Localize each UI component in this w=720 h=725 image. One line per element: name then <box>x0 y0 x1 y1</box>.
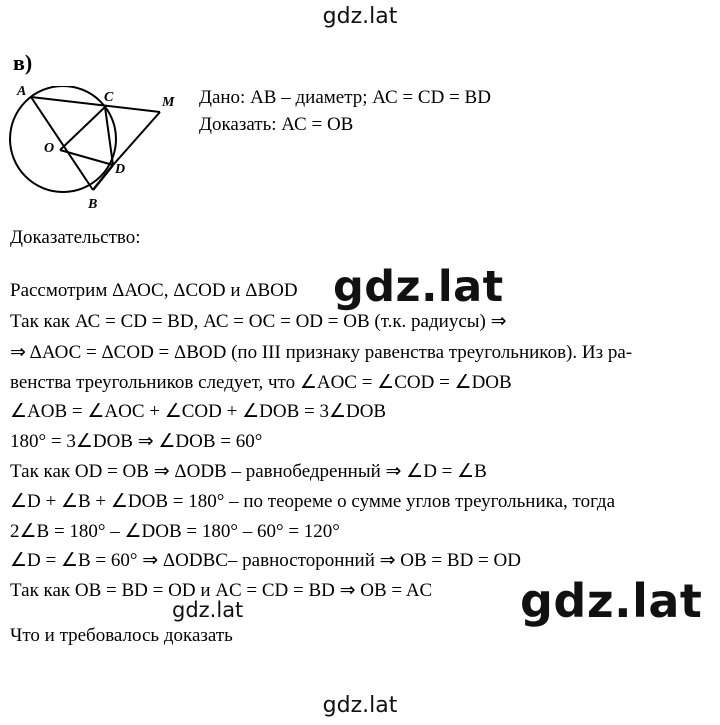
proof-line: Так как OD = OB ⇒ ΔODB – равнобедренный ⇒ ∠D = ∠B <box>10 461 487 482</box>
proof-line: Что и требовалось доказать <box>10 625 233 646</box>
watermark-bottom: gdz.lat <box>322 693 398 718</box>
segment-ab <box>31 97 93 190</box>
watermark-middle: gdz.lat <box>333 262 504 312</box>
segment-od <box>60 150 113 165</box>
proof-heading: Доказательство: <box>10 227 141 248</box>
watermark-top: gdz.lat <box>322 4 398 29</box>
point-label-m: M <box>162 95 175 110</box>
geometry-figure <box>8 86 188 216</box>
segment-md <box>113 112 160 165</box>
point-label-o: O <box>44 141 55 156</box>
proof-line: 2∠B = 180° – ∠DOB = 180° – 60° = 120° <box>10 521 340 542</box>
point-label-c: C <box>104 90 114 105</box>
proof-line: Так как OB = BD = OD и AC = CD = BD ⇒ OB = AC <box>10 580 433 601</box>
proof-line: Так как АС = CD = BD, АС = ОС = OD = ОВ (т.к. радиусы) ⇒ <box>10 311 507 332</box>
proof-line: ⇒ ΔАОС = ΔCOD = ΔBOD (по III признаку равенства треугольников). Из ра- <box>10 342 633 363</box>
proof-line: 180° = 3∠DOB ⇒ ∠DOB = 60° <box>10 431 263 452</box>
point-label-d: D <box>115 162 126 177</box>
watermark-lower-small: gdz.lat <box>172 598 244 622</box>
proof-line: венства треугольников следует, что ∠AOC = ∠COD = ∠DOB <box>10 372 512 393</box>
segment-db <box>93 165 113 190</box>
part-label: в) <box>13 50 33 75</box>
watermark-lower-right: gdz.lat <box>520 574 703 628</box>
proof-line: Рассмотрим ΔАОС, ΔCOD и ΔBOD <box>10 280 298 301</box>
proof-line: ∠AOB = ∠AOC + ∠COD + ∠DOB = 3∠DOB <box>10 401 387 422</box>
point-label-a: A <box>17 86 27 99</box>
segment-oc <box>60 107 105 150</box>
given-text: Дано: АВ – диаметр; АС = CD = BD <box>199 87 491 108</box>
segment-am <box>31 97 160 112</box>
point-label-b: B <box>88 197 98 212</box>
proof-line: ∠D = ∠B = 60° ⇒ ΔODBC– равносторонний ⇒ OB = BD = OD <box>10 550 521 571</box>
prove-text: Доказать: АС = ОВ <box>199 114 354 135</box>
circle <box>10 86 116 192</box>
proof-line: ∠D + ∠B + ∠DOB = 180° – по теореме о сумме углов треугольника, тогда <box>10 491 616 512</box>
segment-cd <box>105 107 113 165</box>
